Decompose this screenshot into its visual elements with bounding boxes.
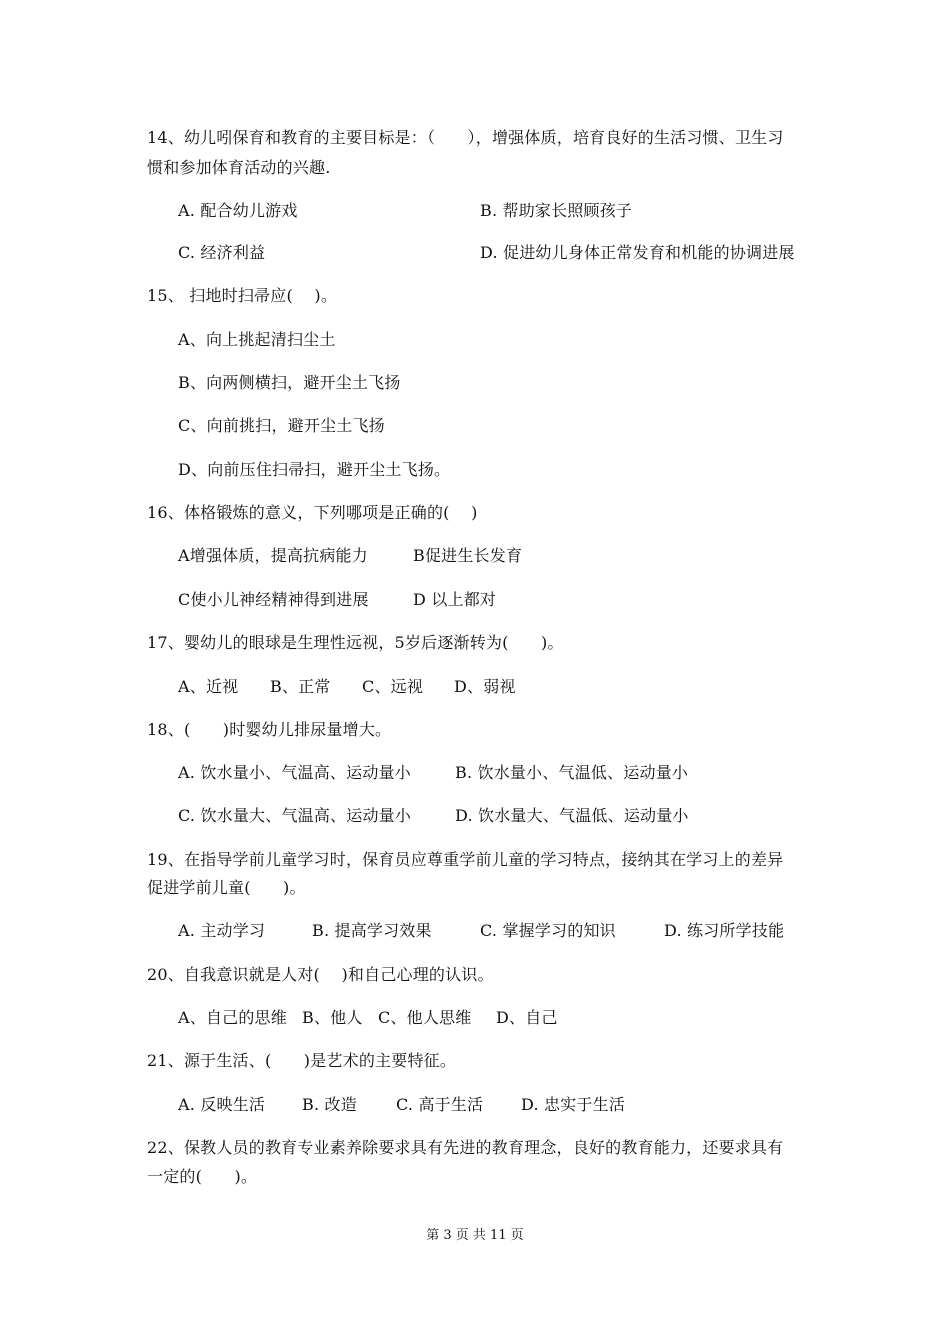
question-19-line-1: 19、在指导学前儿童学习时，保育员应尊重学前儿童的学习特点，接纳其在学习上的差异 bbox=[147, 850, 784, 869]
question-22-line-2: 一定的( )。 bbox=[147, 1167, 258, 1186]
question-21-option-c: C. 高于生活 bbox=[396, 1095, 484, 1114]
question-17-option-c: C、远视 bbox=[362, 677, 424, 696]
question-19-option-a: A. 主动学习 bbox=[178, 921, 266, 940]
question-20-option-a: A、自己的思维 bbox=[178, 1008, 287, 1027]
question-17-option-a: A、近视 bbox=[178, 677, 239, 696]
question-18-option-a: A. 饮水量小、气温高、运动量小 bbox=[178, 763, 411, 782]
question-16-option-a: A增强体质，提高抗病能力 bbox=[178, 546, 368, 565]
question-15-line-1: 15、 扫地时扫帚应( )。 bbox=[147, 286, 338, 305]
question-21-option-a: A. 反映生活 bbox=[178, 1095, 266, 1114]
question-21-line-1: 21、源于生活、( )是艺术的主要特征。 bbox=[147, 1051, 457, 1070]
question-22-line-1: 22、保教人员的教育专业素养除要求具有先进的教育理念，良好的教育能力，还要求具有 bbox=[147, 1138, 784, 1157]
question-17-line-1: 17、婴幼儿的眼球是生理性远视，5岁后逐渐转为( )。 bbox=[147, 633, 564, 652]
question-14-option-c: C. 经济利益 bbox=[178, 243, 266, 262]
question-19-line-2: 促进学前儿童( )。 bbox=[147, 878, 306, 897]
question-15-option-c: C、向前挑扫，避开尘土飞扬 bbox=[178, 416, 385, 435]
question-21-option-d: D. 忠实于生活 bbox=[521, 1095, 626, 1114]
question-19-option-b: B. 提高学习效果 bbox=[312, 921, 432, 940]
question-15-option-d: D、向前压住扫帚扫，避开尘土飞扬。 bbox=[178, 460, 451, 479]
page-footer: 第 3 页 共 11 页 bbox=[426, 1228, 524, 1243]
question-15-option-b: B、向两侧横扫，避开尘土飞扬 bbox=[178, 373, 401, 392]
question-16-option-b: B促进生长发育 bbox=[413, 546, 523, 565]
question-15-option-a: A、向上挑起清扫尘土 bbox=[178, 330, 336, 349]
question-20-option-d: D、自己 bbox=[496, 1008, 558, 1027]
question-14-option-b: B. 帮助家长照顾孩子 bbox=[480, 201, 633, 220]
question-18-option-b: B. 饮水量小、气温低、运动量小 bbox=[455, 763, 689, 782]
question-19-option-d: D. 练习所学技能 bbox=[664, 921, 785, 940]
question-19-option-c: C. 掌握学习的知识 bbox=[480, 921, 616, 940]
question-14-option-d: D. 促进幼儿身体正常发育和机能的协调进展 bbox=[480, 243, 795, 262]
question-14-line-1: 14、幼儿吲保育和教育的主要目标是：（ ），增强体质，培育良好的生活习惯、卫生习 bbox=[147, 128, 784, 147]
question-17-option-d: D、弱视 bbox=[454, 677, 516, 696]
question-18-line-1: 18、( )时婴幼儿排尿量增大。 bbox=[147, 720, 392, 739]
question-21-option-b: B. 改造 bbox=[302, 1095, 357, 1114]
question-14-option-a: A. 配合幼儿游戏 bbox=[178, 201, 298, 220]
question-20-line-1: 20、自我意识就是人对( )和自己心理的认识。 bbox=[147, 965, 494, 984]
question-18-option-d: D. 饮水量大、气温低、运动量小 bbox=[455, 806, 689, 825]
question-18-option-c: C. 饮水量大、气温高、运动量小 bbox=[178, 806, 412, 825]
question-16-option-c: C使小儿神经精神得到进展 bbox=[178, 590, 369, 609]
question-16-option-d: D 以上都对 bbox=[413, 590, 497, 609]
question-17-option-b: B、正常 bbox=[270, 677, 331, 696]
question-14-line-2: 惯和参加体育活动的兴趣. bbox=[147, 158, 331, 177]
question-16-line-1: 16、体格锻炼的意义，下列哪项是正确的( ) bbox=[147, 503, 478, 522]
question-20-option-b: B、他人 bbox=[302, 1008, 363, 1027]
question-20-option-c: C、他人思维 bbox=[378, 1008, 472, 1027]
